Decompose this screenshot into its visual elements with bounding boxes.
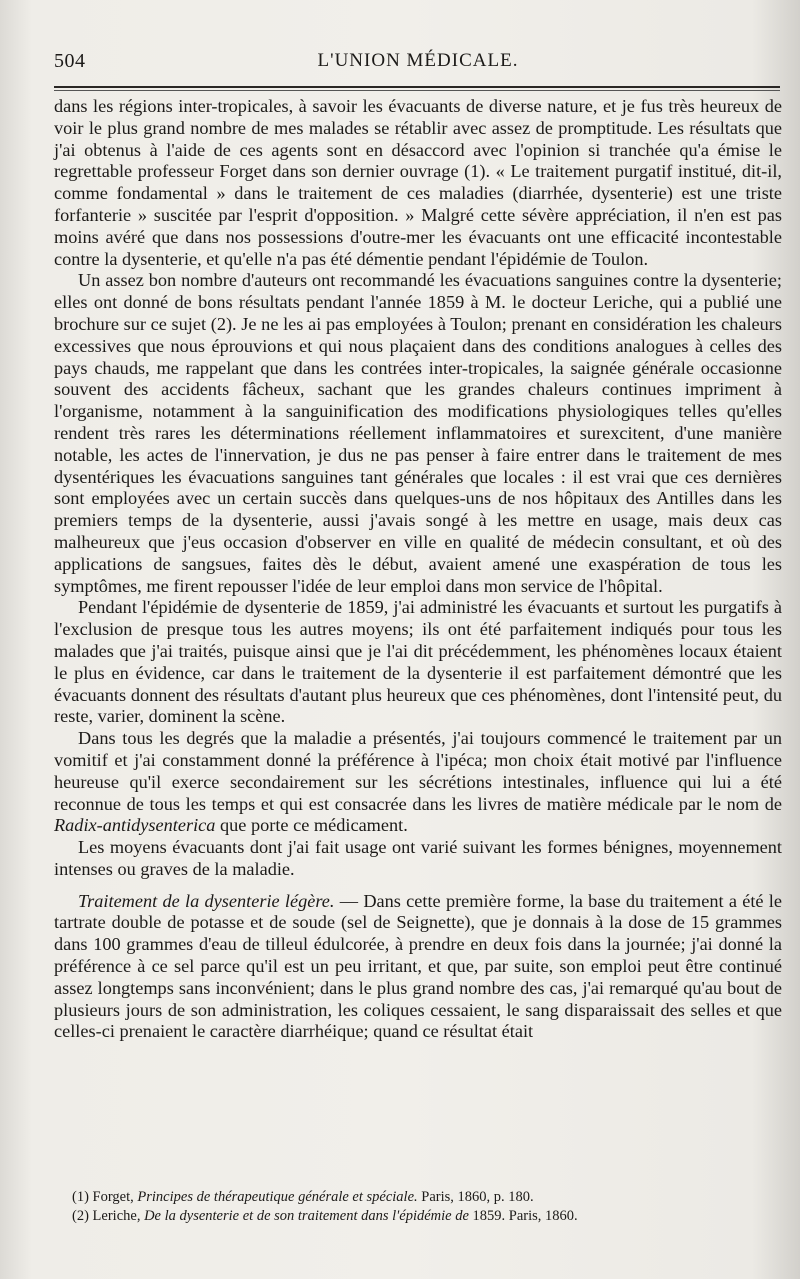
paragraph-1: dans les régions inter-tropicales, à savoir les évacuants de diverse nature, et je fus très heureux de voir le plus grand nombre de mes malades se rétablir avec assez de promptitude. Les résultats que j'ai obtenus à l'aide de ces agents sont en désaccord avec l'opinion si tranchée qu'a émise le regrettable professeur Forget dans son dernier ouvrage (1). « Le traitement purgatif institué, dit-il, comme fondamental » dans le traitement de ces maladies (diarrhée, dysenterie) est une triste forfanterie » suscitée par l'esprit d'opposition. » Malgré cette sévère appréciation, il n'en est pas moins avéré que dans nos possessions d'outre-mer les évacuants ont une efficacité incontestable contre la dysenterie, et qu'elle n'a pas été démentie pendant l'épidémie de Toulon. [54,96,782,269]
paragraph-4-latin-term: Radix-antidysenterica [54,815,216,836]
paragraph-6-text: — Dans cette première forme, la base du traitement a été le tartrate double de potasse et de soude (sel de Seignette), que je donnais à la dose de 15 grammes dans 100 grammes d'eau de tilleul édulcorée, à prendre en deux fois dans la journée; j'ai donné la préférence à ce sel parce qu'il est un peu irritant, et que, par suite, son emploi peut être continué assez longtemps sans inconvénient; dans le plus grand nombre des cas, j'ai remarqué qu'au bout de plusieurs jours de son administration, les coliques cessaient, le sang disparaissait des selles et que celles-ci prenaient le caractère diarrhéique; quand ce résultat était [54,890,783,1042]
footnote-title: Principes de thérapeutique générale et spéciale. [137,1189,418,1205]
paragraph-6 [54,891,782,1044]
paragraph-3: Pendant l'épidémie de dysenterie de 1859, j'ai administré les évacuants et surtout les purgatifs à l'exclusion de presque tous les autres moyens; ils ont été parfaitement indiqués pour tous les malades que j'ai traités, puisque ainsi que je l'ai dit précédemment, les phénomènes locaux étaient le plus en évidence, car dans le traitement de la dysenterie il est parfaitement démontré que les évacuants donnent des résultats d'autant plus heureux que ces phénomènes, dont l'intensité peut, du reste, varier, dominent la scène. [54,597,782,727]
footnote-title: De la dysenterie et de son traitement dans l'épidémie de [144,1208,469,1224]
paragraph-5: Les moyens évacuants dont j'ai fait usage ont varié suivant les formes bénignes, moyennement intenses ou graves de la maladie. [54,837,782,879]
paragraph-4-text: Dans tous les degrés que la maladie a présentés, j'ai toujours commencé le traitement par un vomitif et j'ai constamment donné la préférence à l'ipéca; mon choix était motivé par l'influence heureuse qu'il exerce secondairement sur les sécrétions intestinales, influence qui lui a été reconnue de tous les temps et qui est consacrée dans les livres de matière médicale par le nom de [54,728,782,814]
footnote-marker: (2) [72,1208,89,1224]
paragraph-4-text-end: que porte ce médicament. [215,815,408,836]
page-number: 504 [54,50,86,72]
running-head: L'UNION MÉDICALE. [317,50,519,71]
footnote-marker: (1) [72,1189,89,1205]
header-rule-thin [54,90,780,91]
paragraph-2: Un assez bon nombre d'auteurs ont recommandé les évacuations sanguines contre la dysenterie; elles ont donné de bons résultats pendant l'année 1859 à M. le docteur Leriche, qui a publié une brochure sur ce sujet (2). Je ne les ai pas employées à Toulon; prenant en considération les chaleurs excessives que nous éprouvions et qui nous plaçaient dans des conditions analogues à celles des pays chauds, me rappelant que dans les contrées inter-tropicales, la saignée générale occasionne souvent des accidents fâcheux, sachant que les grandes chaleurs continues impriment à l'organisme, notamment à la sanguinification des modifications physiologiques telles qu'elles rendent très rares les déterminations réellement inflammatoires et surexcitent, d'une manière notable, les actes de l'innervation, je dus ne pas penser à faire entrer dans le traitement de mes dysentériques les évacuations sanguines tant générales que locales : il est vrai que ces dernières sont employées avec un certain succès dans quelques-uns de nos hôpitaux des Antilles dans les premiers temps de la dysenterie, aussi j'avais songé à les mettre en usage, mais deux cas malheureux que j'eus occasion d'observer en ville en qualité de médecin consultant, et où des applications de sangsues, faites dès le début, avaient amené une exaspération de tous les symptômes, me firent repousser l'idée de leur emploi dans mon service de l'hôpital. [54,270,782,596]
page-header [54,48,782,78]
footnote-publication: Paris, 1860, p. 180. [421,1189,534,1205]
footnote-1 [72,1188,782,1207]
header-rule [54,86,780,88]
section-heading: Traitement de la dysenterie légère. [78,890,335,911]
footnote-author: Leriche, [92,1208,141,1224]
body-text [54,96,782,1043]
footnote-publication: 1859. Paris, 1860. [472,1208,578,1224]
footnote-author: Forget, [92,1189,134,1205]
paragraph-4 [54,728,782,837]
footnote-2 [72,1207,782,1226]
footnotes [72,1188,782,1226]
